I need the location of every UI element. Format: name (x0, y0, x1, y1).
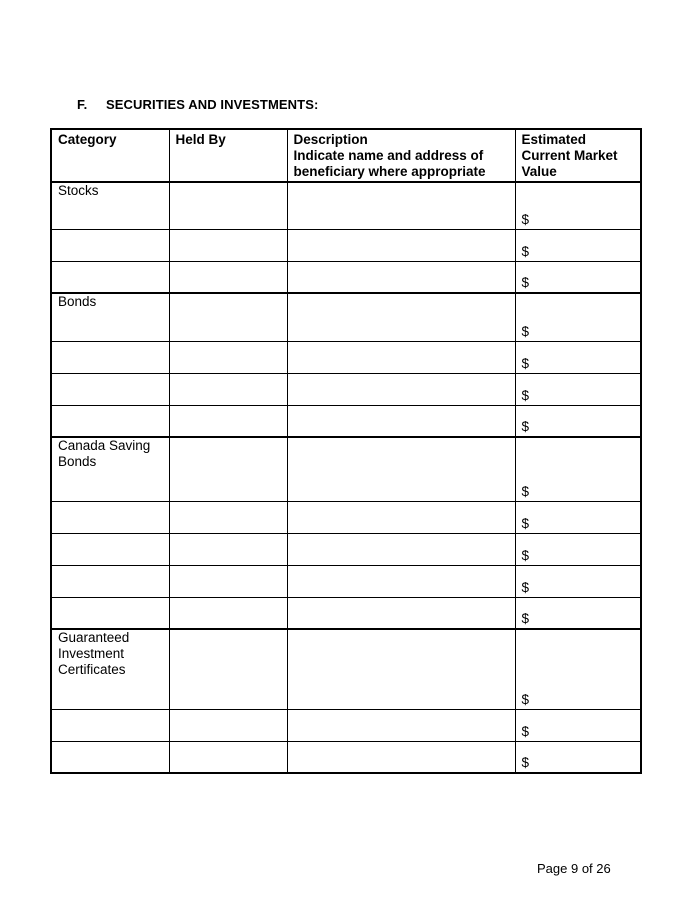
currency-sign: $ (521, 723, 530, 739)
page-number: Page 9 of 26 (537, 861, 611, 876)
category-cell[interactable] (51, 341, 169, 373)
market-value-cell[interactable] (515, 182, 641, 229)
table-row (51, 597, 641, 629)
description-cell[interactable] (287, 373, 515, 405)
table-row (51, 565, 641, 597)
table-row (51, 741, 641, 773)
header-description (287, 129, 515, 182)
currency-sign: $ (521, 547, 530, 563)
header-row (51, 129, 641, 182)
currency-sign: $ (521, 355, 530, 371)
table-row (51, 373, 641, 405)
currency-sign: $ (521, 691, 530, 707)
category-cell[interactable] (51, 501, 169, 533)
market-value-cell[interactable] (515, 709, 641, 741)
section-title: SECURITIES AND INVESTMENTS: (106, 97, 319, 112)
held-by-cell[interactable] (169, 293, 287, 341)
currency-sign: $ (521, 755, 530, 770)
held-by-cell[interactable] (169, 373, 287, 405)
category-cell[interactable] (51, 405, 169, 437)
table-row (51, 293, 641, 341)
table-row (51, 229, 641, 261)
category-cell[interactable] (51, 229, 169, 261)
currency-sign: $ (521, 323, 530, 339)
currency-sign: $ (521, 515, 530, 531)
category-cell[interactable] (51, 373, 169, 405)
category-cell[interactable] (51, 709, 169, 741)
category-label: Guaranteed Investment Certificates (51, 629, 169, 709)
header-market-value: Estimated Current Market Value (515, 129, 641, 182)
held-by-cell[interactable] (169, 629, 287, 709)
held-by-cell[interactable] (169, 182, 287, 229)
table-row (51, 405, 641, 437)
description-cell[interactable] (287, 293, 515, 341)
description-cell[interactable] (287, 261, 515, 293)
held-by-cell[interactable] (169, 341, 287, 373)
currency-sign: $ (521, 419, 530, 434)
market-value-cell[interactable] (515, 261, 641, 293)
description-cell[interactable] (287, 533, 515, 565)
category-label: Stocks (51, 182, 169, 229)
description-cell[interactable] (287, 565, 515, 597)
market-value-cell[interactable] (515, 405, 641, 437)
held-by-cell[interactable] (169, 597, 287, 629)
table-row (51, 629, 641, 709)
held-by-cell[interactable] (169, 437, 287, 501)
description-cell[interactable] (287, 229, 515, 261)
description-cell[interactable] (287, 629, 515, 709)
held-by-cell[interactable] (169, 741, 287, 773)
currency-sign: $ (521, 483, 530, 499)
description-cell[interactable] (287, 741, 515, 773)
market-value-cell[interactable] (515, 293, 641, 341)
header-description-title: Description (293, 132, 368, 147)
held-by-cell[interactable] (169, 533, 287, 565)
category-cell[interactable] (51, 533, 169, 565)
description-cell[interactable] (287, 709, 515, 741)
market-value-cell[interactable] (515, 533, 641, 565)
held-by-cell[interactable] (169, 405, 287, 437)
market-value-cell[interactable] (515, 501, 641, 533)
table-row (51, 437, 641, 501)
held-by-cell[interactable] (169, 261, 287, 293)
category-label: Canada Saving Bonds (51, 437, 169, 501)
category-cell[interactable] (51, 565, 169, 597)
currency-sign: $ (521, 611, 530, 626)
category-cell[interactable] (51, 261, 169, 293)
description-cell[interactable] (287, 341, 515, 373)
section-letter: F. (77, 97, 88, 112)
description-cell[interactable] (287, 182, 515, 229)
currency-sign: $ (521, 387, 530, 403)
currency-sign: $ (521, 211, 530, 227)
held-by-cell[interactable] (169, 229, 287, 261)
header-description-note: Indicate name and address of beneficiary where appropriate (293, 148, 486, 179)
held-by-cell[interactable] (169, 565, 287, 597)
currency-sign: $ (521, 243, 530, 259)
securities-table (50, 128, 642, 774)
held-by-cell[interactable] (169, 501, 287, 533)
market-value-cell[interactable] (515, 565, 641, 597)
table-row (51, 182, 641, 229)
table-row (51, 709, 641, 741)
category-label: Bonds (51, 293, 169, 341)
market-value-cell[interactable] (515, 437, 641, 501)
description-cell[interactable] (287, 501, 515, 533)
table-row (51, 261, 641, 293)
section-heading (77, 97, 318, 112)
table-row (51, 341, 641, 373)
header-held-by: Held By (169, 129, 287, 182)
category-cell[interactable] (51, 597, 169, 629)
table-row (51, 533, 641, 565)
header-category: Category (51, 129, 169, 182)
description-cell[interactable] (287, 405, 515, 437)
table-row (51, 501, 641, 533)
market-value-cell[interactable] (515, 229, 641, 261)
held-by-cell[interactable] (169, 709, 287, 741)
market-value-cell[interactable] (515, 373, 641, 405)
market-value-cell[interactable] (515, 741, 641, 773)
market-value-cell[interactable] (515, 597, 641, 629)
currency-sign: $ (521, 275, 530, 290)
market-value-cell[interactable] (515, 629, 641, 709)
market-value-cell[interactable] (515, 341, 641, 373)
description-cell[interactable] (287, 597, 515, 629)
category-cell[interactable] (51, 741, 169, 773)
currency-sign: $ (521, 579, 530, 595)
description-cell[interactable] (287, 437, 515, 501)
